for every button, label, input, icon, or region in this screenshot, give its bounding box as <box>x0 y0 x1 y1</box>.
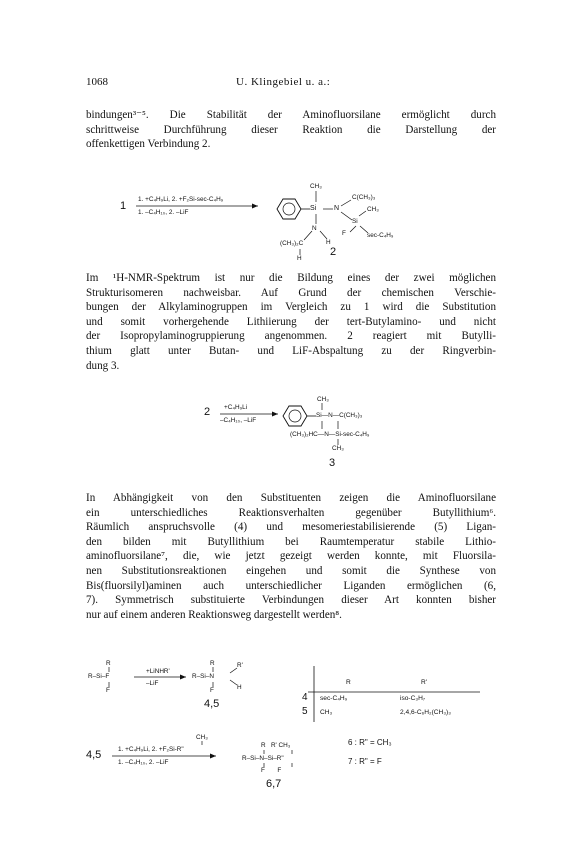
text-line: Räumlich anspruchsvolle (4) und mesomeriestabilisierende (5) Ligan- <box>86 521 496 534</box>
ch3-right-label: CH₃ <box>367 206 379 213</box>
reagent-top: +LiNHR' <box>146 668 170 675</box>
text-line: 7). Symmetrisch substituierte Verbindungen dieser Art konnten bisher <box>86 594 496 607</box>
reagents-bottom: 1. –C₄H₁₀, 2. –LiF <box>138 209 189 216</box>
text-line: nen Substitutionsreaktionen eingehen und somit die Synthese von <box>86 564 496 577</box>
row-id: 5 <box>302 706 308 717</box>
si-n-label: Si—N—C(CH₃)₃ <box>316 412 363 419</box>
compound-6-7-label: 6,7 <box>266 778 282 790</box>
ring-bottom-label: (CH₃)₂HC—N—Si-sec-C₄H₉ <box>290 431 370 438</box>
h-bottom-label: H <box>297 255 302 262</box>
scheme-3-bonds <box>86 660 286 724</box>
bis-silylamine-label: R–Si–N–Si–R" <box>242 755 284 762</box>
scheme-1-bonds <box>120 178 480 260</box>
cell-r: CH₃ <box>320 709 333 716</box>
ch3-bottom-label: CH₃ <box>332 445 344 452</box>
compound-3-label: 3 <box>329 457 336 469</box>
si-label: Si <box>310 205 317 212</box>
reaction-scheme-1 <box>120 178 480 260</box>
h-label: H <box>326 239 331 246</box>
text-line: aminofluorsilane⁷, die, wie jetzt gezeigt werden konnte, mit Fluorsila- <box>86 550 496 563</box>
r-label: R <box>106 660 111 667</box>
page-header <box>86 76 496 92</box>
reagents-bottom: –C₄H₁₀, –LiF <box>220 417 257 424</box>
paragraph-2 <box>86 271 496 373</box>
reaction-scheme-2 <box>204 396 404 472</box>
ch3-label: CH₃ <box>196 734 208 741</box>
row-id: 4 <box>302 692 308 703</box>
reaction-scheme-4 <box>86 732 506 812</box>
cell-r-prime: iso-C₃H₇ <box>400 695 426 702</box>
substituent-row: R R' CH₃ <box>261 742 291 749</box>
f-label: F <box>210 687 214 694</box>
reagents-top: 1. +C₄H₉Li, 2. +F₂Si-sec-C₄H₉ <box>138 196 224 203</box>
text-line: nur auf einem anderen Reaktionsweg dargestellt werden⁸. <box>86 608 342 621</box>
reagents-top: +C₄H₉Li <box>224 404 248 411</box>
ch3-label: CH₃ <box>310 183 322 190</box>
h-label: H <box>237 684 242 691</box>
header-r-prime: R' <box>421 679 428 686</box>
aminosilane-label: R–Si–N <box>192 673 215 680</box>
text-line: offenkettigen Verbindung 2. <box>86 138 211 151</box>
paragraph-3 <box>86 491 496 622</box>
fluorine-row: F F <box>261 767 282 774</box>
text-line: bungen der Alkylaminogruppen im Vergleich zu 1 wird die Substitution <box>86 301 496 314</box>
text-line: der Isopropylaminogruppierung angenommen. 2 reagiert mit Butylli- <box>86 330 496 343</box>
paragraph-1 <box>86 108 496 152</box>
sec-butyl-label: sec-C₄H₉ <box>367 232 394 239</box>
substituent-table <box>300 664 490 724</box>
text-line: In Abhängigkeit von den Substituenten zeigen die Aminofluorsilane <box>86 492 496 504</box>
n-lower-label: N <box>312 225 317 232</box>
note-7: 7 : R" = F <box>348 757 382 766</box>
text-line: Strukturisomeren nachweisbar. Auf Grund der chemischen Verschie- <box>86 286 496 299</box>
compound-2-ref: 2 <box>204 406 211 418</box>
header-r: R <box>346 679 351 686</box>
text-line: den bilden mit Butyllithium bei Raumtemperatur stabile Lithio- <box>86 535 496 548</box>
text-line: thium glatt unter Butan- und LiF-Abspaltung zu der Ringverbin- <box>86 344 496 357</box>
si2-label: Si <box>352 218 358 225</box>
cell-r-prime: 2,4,6-C₆H₂(CH₃)₃ <box>400 709 451 716</box>
page-number: 1068 <box>86 76 108 88</box>
text-line: schrittweise Durchführung dieser Reaktion die Darstellung der <box>86 123 496 136</box>
n-label: N <box>334 205 340 212</box>
compound-2-label: 2 <box>330 246 337 258</box>
fluorosilane-label: R–Si–F <box>88 673 110 680</box>
r-label: R <box>210 660 215 667</box>
reagents-bottom: 1. –C₄H₁₀, 2. –LiF <box>118 759 169 766</box>
text-line: Im ¹H-NMR-Spektrum ist nur die Bildung eines der zwei möglichen <box>86 272 496 284</box>
reagent-bottom: –LiF <box>146 680 159 687</box>
text-line: und somit vorhergehende Lithiierung der tert-Butylamino- und nicht <box>86 315 496 328</box>
text-line: bindungen³⁻⁵. Die Stabilität der Aminofluorsilane ermöglicht durch <box>86 109 496 121</box>
isopropyl-label: (CH₃)₂C <box>280 240 304 247</box>
ch3-label: CH₃ <box>317 396 329 403</box>
tbu-label: C(CH₃)₃ <box>352 194 376 201</box>
r-prime-label: R' <box>237 662 243 669</box>
reagents-top: 1. +C₄H₉Li, 2. +F₂Si-R" <box>118 746 184 753</box>
f-label: F <box>106 687 110 694</box>
text-line: Bis(fluorsilyl)aminen auch unterschiedlicher Liganden ermöglichen (6, <box>86 579 496 592</box>
scheme-4-bonds <box>86 732 506 812</box>
cell-r: sec-C₄H₉ <box>320 695 348 702</box>
text-line: dung 3. <box>86 359 120 372</box>
reaction-scheme-3 <box>86 660 286 724</box>
text-line: ein unterschiedliches Reaktionsverhalten gegenüber Butyllithium⁶. <box>86 506 496 519</box>
running-head: U. Klingebiel u. a.: <box>236 76 331 88</box>
compound-1-label: 1 <box>120 200 127 212</box>
compound-4-5-ref: 4,5 <box>86 749 102 761</box>
compound-4-5-label: 4,5 <box>204 698 220 710</box>
note-6: 6 : R" = CH₃ <box>348 738 392 747</box>
f-label: F <box>342 230 346 237</box>
